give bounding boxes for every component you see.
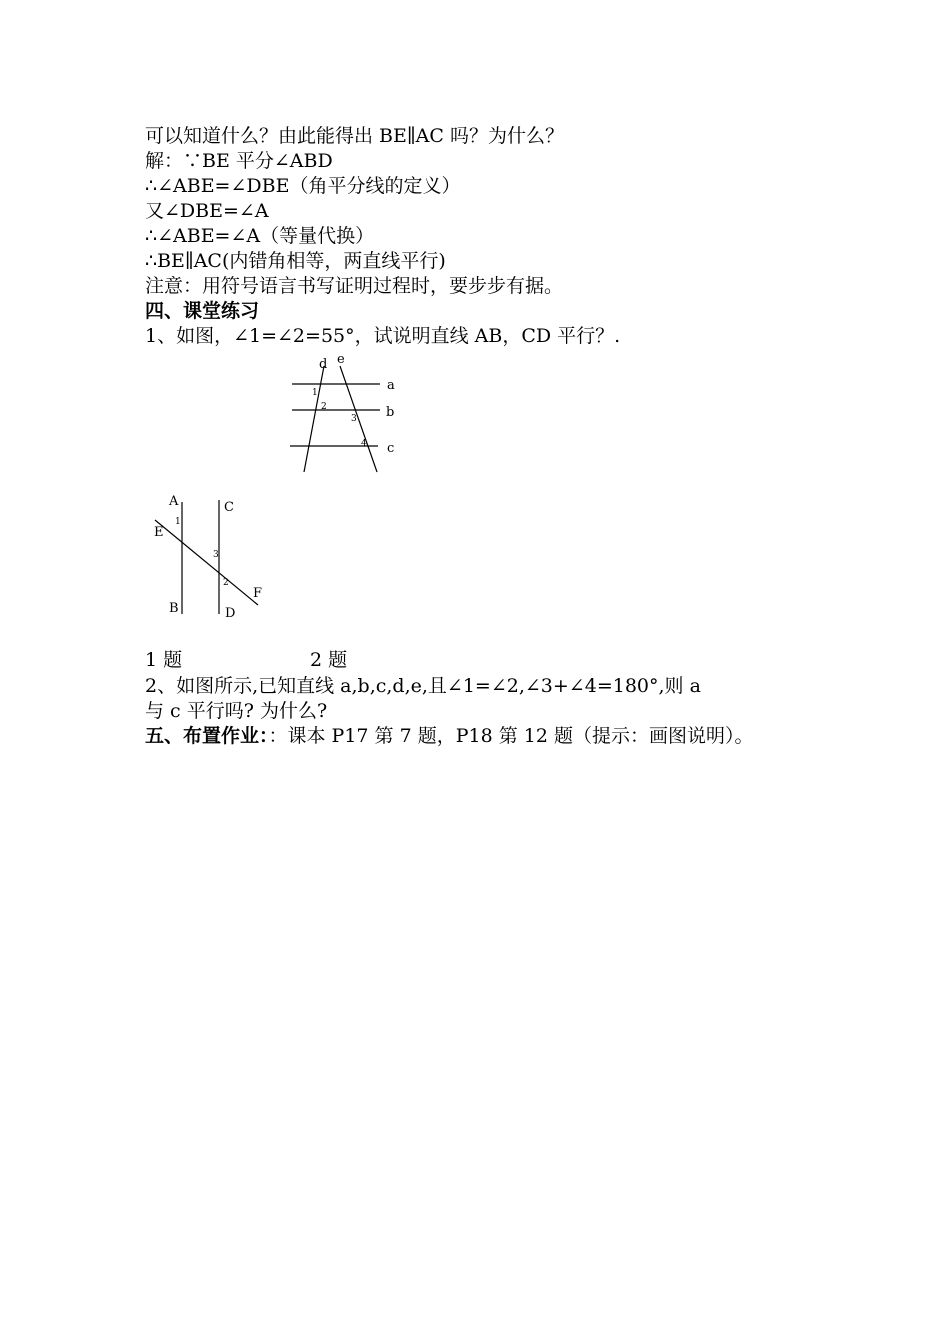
label-c: c bbox=[387, 441, 395, 456]
caption-2: 2 题 bbox=[310, 649, 348, 671]
label-E: E bbox=[154, 525, 164, 540]
text-line-4: 又∠DBE=∠A bbox=[145, 200, 269, 222]
line-e bbox=[340, 366, 377, 472]
caption-1: 1 题 bbox=[145, 649, 183, 671]
section-5-title: 五、布置作业： bbox=[145, 725, 269, 747]
label-B: B bbox=[169, 601, 179, 616]
section-4-title: 四、课堂练习 bbox=[145, 300, 260, 322]
label-b: b bbox=[386, 405, 395, 420]
angle-2: 2 bbox=[223, 578, 229, 588]
section-5 bbox=[145, 724, 825, 749]
section-5-text: ：课本 P17 第 7 题，P18 第 12 题（提示：画图说明）。 bbox=[268, 725, 754, 747]
figure-1 bbox=[280, 350, 420, 484]
label-C: C bbox=[224, 500, 234, 515]
label-A: A bbox=[169, 494, 179, 509]
text-line-6: ∴BE∥AC(内错角相等，两直线平行) bbox=[145, 250, 446, 272]
label-F: F bbox=[253, 586, 263, 601]
figure-captions bbox=[145, 648, 347, 673]
label-e: e bbox=[337, 352, 345, 367]
angle-1: 1 bbox=[312, 388, 318, 398]
line-ef bbox=[155, 520, 258, 605]
text-line-1: 可以知道什么？由此能得出 BE∥AC 吗？为什么？ bbox=[145, 125, 564, 147]
angle-4: 4 bbox=[361, 439, 367, 449]
text-line-2: 解：∵BE 平分∠ABD bbox=[145, 150, 333, 172]
figure-2 bbox=[145, 490, 275, 629]
label-D: D bbox=[225, 606, 236, 621]
text-line-7: 注意：用符号语言书写证明过程时，要步步有据。 bbox=[145, 275, 564, 297]
document-body bbox=[145, 124, 825, 349]
angle-1: 1 bbox=[175, 517, 181, 527]
text-line-3: ∴∠ABE=∠DBE（角平分线的定义） bbox=[145, 175, 461, 197]
label-a: a bbox=[387, 378, 395, 393]
questions-after-figures bbox=[145, 674, 825, 749]
question-2-line-2: 与 c 平行吗? 为什么? bbox=[145, 700, 328, 722]
question-1: 1、如图，∠1=∠2=55°，试说明直线 AB，CD 平行？. bbox=[145, 325, 621, 347]
angle-3: 3 bbox=[213, 550, 219, 560]
label-d: d bbox=[319, 357, 328, 372]
question-2-line-1: 2、如图所示,已知直线 a,b,c,d,e,且∠1=∠2,∠3+∠4=180°,则 a bbox=[145, 675, 701, 697]
line-d bbox=[304, 366, 324, 472]
text-line-5: ∴∠ABE=∠A（等量代换） bbox=[145, 225, 375, 247]
angle-2: 2 bbox=[321, 402, 327, 412]
angle-3: 3 bbox=[351, 414, 357, 424]
